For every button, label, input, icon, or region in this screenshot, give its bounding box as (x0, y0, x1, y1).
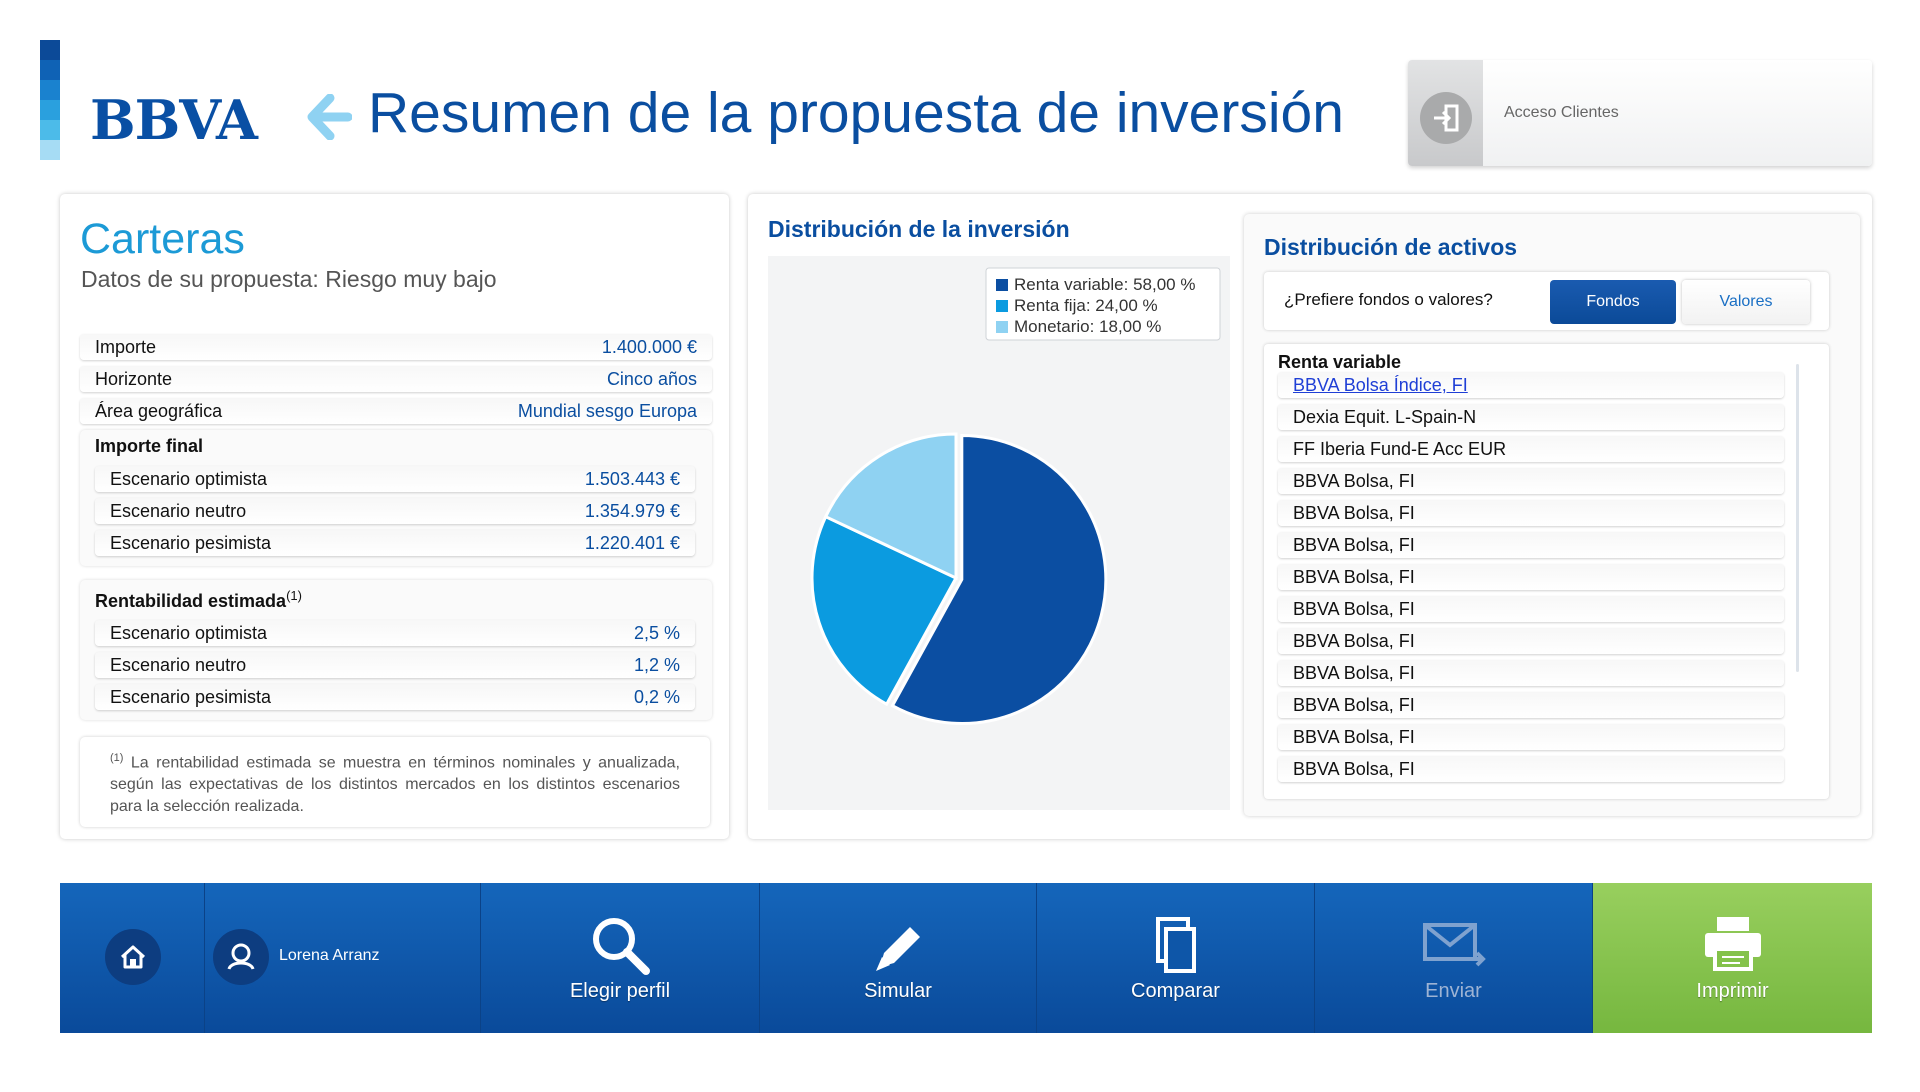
brand-bar (40, 100, 60, 120)
brand-color-bars (40, 40, 60, 160)
importe-final-title: Importe final (95, 436, 204, 456)
row-label: Área geográfica (95, 401, 223, 421)
row-label: Importe (95, 337, 157, 357)
preference-question: ¿Prefiere fondos o valores? (1284, 290, 1493, 309)
row-label: Escenario neutro (110, 655, 247, 675)
brand-bar (40, 120, 60, 140)
asset-distribution-title: Distribución de activos (1264, 234, 1518, 260)
mail-icon (1419, 913, 1489, 977)
summary-row-horizonte (80, 366, 712, 392)
row-value: 1,2 % (633, 655, 680, 675)
elegir-perfil-label: Elegir perfil (569, 980, 671, 1002)
imprimir-label: Imprimir (1696, 980, 1769, 1002)
pencil-icon (866, 913, 930, 977)
row-label: Escenario pesimista (110, 533, 272, 553)
fund-item[interactable]: BBVA Bolsa Índice, FI (1278, 372, 1784, 398)
row-label: Horizonte (95, 369, 173, 389)
back-arrow-icon[interactable] (306, 94, 352, 140)
access-icon-box (1408, 60, 1483, 166)
fund-item[interactable]: BBVA Bolsa, FI (1278, 660, 1784, 686)
bottom-toolbar (60, 883, 1872, 1033)
simular-button[interactable] (760, 883, 1037, 1033)
access-clients-button[interactable] (1408, 60, 1872, 166)
row-label: Escenario pesimista (110, 687, 272, 707)
brand-logo: BBVA (90, 88, 257, 152)
fondos-toggle[interactable]: Fondos (1550, 280, 1676, 324)
search-icon (588, 913, 652, 977)
fund-item[interactable]: BBVA Bolsa, FI (1278, 692, 1784, 718)
row-value: Cinco años (606, 369, 697, 389)
fund-item[interactable]: BBVA Bolsa, FI (1278, 532, 1784, 558)
footnote: $^{(1)}$ La rentabilidad estimada se muestra en términos nominales y anualizada, según las expectativas de los distintos mercados en los distintos escenarios para la selección realizada. (80, 737, 710, 827)
documents-icon (1144, 913, 1208, 977)
legend-label: Renta fija: 24,00 % (1014, 296, 1158, 315)
user-profile-button[interactable] (205, 883, 481, 1033)
imprimir-button[interactable] (1593, 883, 1872, 1033)
importe-final-group (80, 430, 712, 566)
fund-item[interactable]: FF Iberia Fund-E Acc EUR (1278, 436, 1784, 462)
rentabilidad-row (95, 620, 695, 646)
row-value: 1.354.979 € (584, 501, 680, 521)
carteras-title: Carteras (80, 215, 245, 263)
brand-bar (40, 80, 60, 100)
fund-item[interactable]: BBVA Bolsa, FI (1278, 724, 1784, 750)
row-value: 2,5 % (633, 623, 680, 643)
rentabilidad-row (95, 652, 695, 678)
legend-label: Monetario: 18,00 % (1014, 317, 1162, 336)
fund-item[interactable]: BBVA Bolsa, FI (1278, 500, 1784, 526)
legend-swatch (996, 279, 1008, 291)
rentabilidad-title: Rentabilidad estimada$^{(1)}$ (95, 588, 302, 611)
brand-bar (40, 60, 60, 80)
login-icon (1420, 92, 1472, 144)
summary-row-importe (80, 334, 712, 360)
rentabilidad-group (80, 580, 712, 720)
row-value: Mundial sesgo Europa (517, 401, 697, 421)
row-value: 1.503.443 € (584, 469, 680, 489)
fund-item[interactable]: BBVA Bolsa, FI (1278, 564, 1784, 590)
fund-item[interactable]: BBVA Bolsa, FI (1278, 628, 1784, 654)
row-value: 1.220.401 € (584, 533, 680, 553)
page-title: Resumen de la propuesta de inversión (368, 81, 1344, 145)
list-scrollbar[interactable] (1796, 364, 1799, 672)
fund-item[interactable]: Dexia Equit. L-Spain-N (1278, 404, 1784, 430)
final-row (95, 530, 695, 556)
preference-selector (1264, 272, 1829, 330)
access-clients-label: Acceso Clientes (1504, 104, 1619, 121)
legend-label: Renta variable: 58,00 % (1014, 275, 1196, 294)
fund-item[interactable]: BBVA Bolsa, FI (1278, 468, 1784, 494)
row-label: Escenario optimista (110, 623, 268, 643)
row-label: Escenario neutro (110, 501, 247, 521)
valores-toggle[interactable]: Valores (1682, 280, 1810, 324)
distribution-panel (748, 194, 1872, 839)
legend-swatch (996, 321, 1008, 333)
fund-item[interactable]: BBVA Bolsa, FI (1278, 596, 1784, 622)
brand-bar (40, 40, 60, 60)
row-label: Escenario optimista (110, 469, 268, 489)
distribution-title: Distribución de la inversión (768, 216, 1070, 242)
asset-distribution-panel (1244, 214, 1860, 816)
simular-label: Simular (864, 980, 932, 1002)
elegir-perfil-button[interactable] (481, 883, 760, 1033)
final-row (95, 466, 695, 492)
carteras-panel (60, 194, 729, 839)
row-value: 0,2 % (633, 687, 680, 707)
user-name: Lorena Arranz (279, 947, 380, 964)
legend-swatch (996, 300, 1008, 312)
comparar-label: Comparar (1131, 980, 1220, 1002)
user-icon (213, 929, 269, 985)
fund-group-title: Renta variable (1278, 352, 1402, 372)
enviar-button[interactable] (1315, 883, 1593, 1033)
rentabilidad-row (95, 684, 695, 710)
row-value: 1.400.000 € (601, 337, 697, 357)
home-icon (105, 929, 161, 985)
fund-list[interactable] (1264, 344, 1829, 799)
printer-icon (1700, 913, 1766, 973)
summary-row-area (80, 398, 712, 424)
final-row (95, 498, 695, 524)
investment-pie-chart (768, 256, 1230, 810)
enviar-label: Enviar (1425, 980, 1482, 1002)
carteras-subtitle: Datos de su propuesta: Riesgo muy bajo (81, 266, 497, 292)
fund-item[interactable]: BBVA Bolsa, FI (1278, 756, 1784, 782)
brand-bar (40, 140, 60, 160)
home-button[interactable] (60, 883, 205, 1033)
comparar-button[interactable] (1037, 883, 1315, 1033)
